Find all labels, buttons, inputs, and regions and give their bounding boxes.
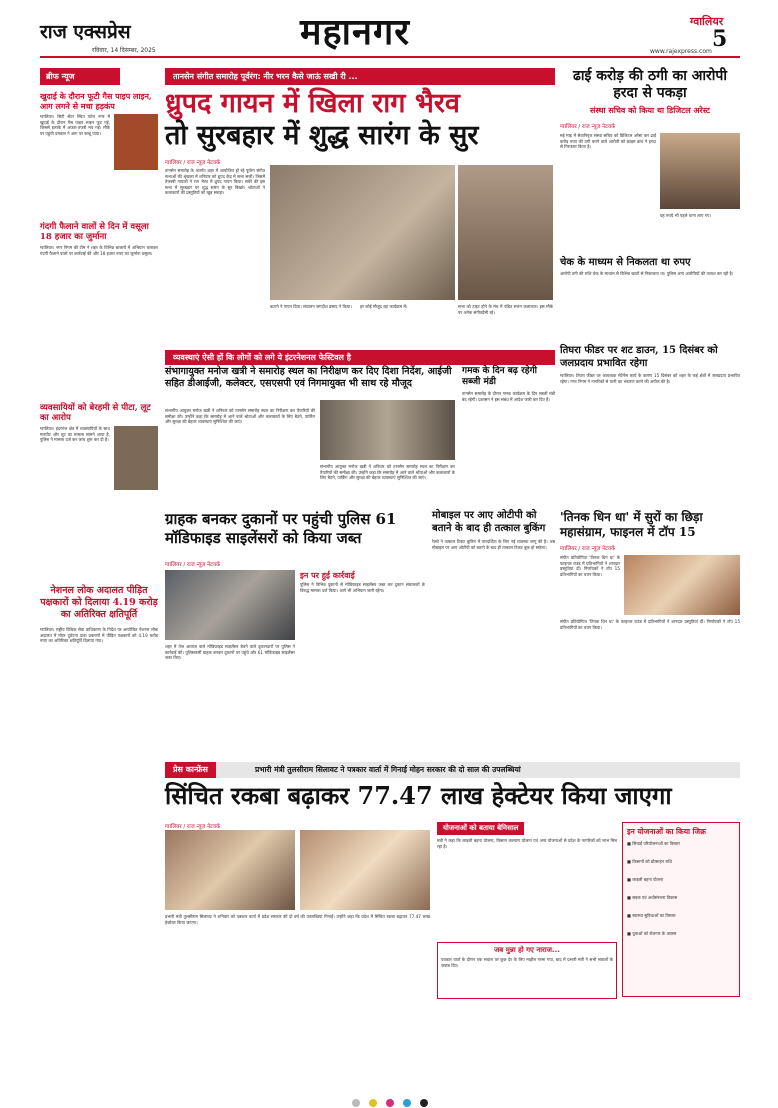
gas-fire-photo (114, 114, 158, 170)
music-body: संगीत प्रतियोगिता 'तिनक धिन धा' के फाइनल राउंड में प्रतिभागियों ने शानदार प्रस्तुतियां दीं। निर्णायकों ने टॉप 15 प्रतिभागियों का चयन किया। (560, 555, 620, 577)
lead-headline-1 (165, 88, 555, 120)
press-kicker: प्रभारी मंत्री तुलसीराम सिलावट ने पत्रकार वार्ता में गिनाई मोहन सरकार की दो साल की उपलब्धियां (255, 765, 521, 774)
lead-caption-3: सभा को टाइट होने के मंच में पंडित सारंग कलाकार। इस मौके पर अनेक संगीतप्रेमी रहे। (458, 304, 553, 315)
press-strip (165, 762, 740, 778)
festival-body: संभागीय आयुक्त मनोज खत्री ने शनिवार को तानसेन समारोह स्थल का निरीक्षण कर तैयारियों की समीक्षा की। उन्होंने कहा कि समारोह में आने वाले श्रोताओं और कलाकारों के लिए बैठने, पार्किंग और सुरक्षा की बेहतर व्यवस्थाएं सुनिश्चित की जाएं। (165, 408, 315, 425)
crop-marks-bottom (230, 1092, 550, 1102)
lead-headline-text-1: ध्रुपद गायन में खिला राग भैरव (165, 88, 460, 119)
registration-mark-icon (403, 1099, 411, 1107)
press-photo-2 (300, 830, 430, 910)
section-title: महानगर (300, 11, 410, 53)
brief-title-3: व्यवसायियों को बेरहमी से पीटा, लूट का आरोप (40, 403, 151, 423)
schemes-item-text: लाड़ली बहना योजना (632, 877, 664, 882)
mobile-story (432, 510, 555, 729)
brief-title-1: खुदाई के दौरान फूटी गैस पाइप लाइन, आग लगने से मचा हड़कंप (40, 91, 152, 111)
issue-date: रविवार, 14 दिसम्बर, 2025 (92, 47, 156, 54)
thagi-subhead: संस्था सचिव को किया था डिजिटल अरेस्ट (590, 106, 710, 115)
police-photo (165, 570, 295, 640)
press-footer-box (437, 942, 617, 999)
lead-headline-2: तो सुरबहार में शुद्ध सारंग के सुर (165, 120, 479, 151)
mobile-headline: मोबाइल पर आए ओटीपी को बताने के बाद ही तत्काल बुकिंग (432, 510, 546, 534)
lead-caption-1: कटाने ने गायन दिया। संचालन जगदीश प्रसाद ने किया। (270, 304, 352, 309)
schemes-item: ■ किसानों को प्रोत्साहन राशि (627, 859, 673, 864)
schemes-item-text: सड़क एवं अधोसंरचना विकास (632, 895, 678, 900)
press-headline: सिंचित रकबा बढ़ाकर 77.47 लाख हेक्टेयर किया जाएगा (165, 781, 672, 810)
thagi-sub-body: आरोपी ठगी की राशि चेक के माध्यम से विभिन्न खातों से निकालता था। पुलिस अन्य आरोपियों की तलाश कर रही है। (560, 271, 734, 276)
schemes-body: मंत्री ने कहा कि लाड़ली बहना योजना, किसान कल्याण योजना एवं अन्य योजनाओं से प्रदेश के नागरिकों को लाभ मिल रहा है। (437, 838, 617, 849)
brief-label: ब्रीफ न्यूज (40, 68, 120, 85)
schemes-item-text: किसानों को प्रोत्साहन राशि (632, 859, 673, 864)
schemes-item: ■ सड़क एवं अधोसंरचना विकास (627, 895, 678, 900)
schemes-item-text: युवाओं को रोजगार के अवसर (632, 931, 677, 936)
music-body-2: संगीत प्रतियोगिता 'तिनक धिन धा' के फाइनल राउंड में प्रतिभागियों ने शानदार प्रस्तुतियां दीं। निर्णायकों ने टॉप 15 प्रतिभागियों का चयन किया। (560, 619, 740, 630)
registration-mark-icon (369, 1099, 377, 1107)
tighra-headline: तिघरा फीडर पर शट डाउन, 15 दिसंबर को जलप्रदाय प्रभावित रहेगा (560, 345, 718, 369)
schemes-item: ■ स्वास्थ्य सुविधाओं का विस्तार (627, 913, 676, 918)
thagi-byline: ग्वालियर / राज न्यूज़ नेटवर्क (560, 124, 616, 130)
press-photo (165, 830, 295, 910)
brief-body-2: ग्वालियर। नगर निगम की टीम ने शहर के विभिन्न बाजारों में अभियान चलाकर गंदगी फैलाने वालों पर कार्रवाई की और 18 हजार रुपए का जुर्माना वसूला। (40, 245, 158, 256)
festival-headline: संभागायुक्त मनोज खत्री ने समारोह स्थल का निरीक्षण कर दिए दिशा निर्देश, आईजी सहित डीआईजी, कलेक्टर, एसएसपी एवं निगमायुक्त भी साथ रहे मौजूद (165, 366, 452, 389)
police-body: शहर में तेज आवाज वाले मॉडिफाइड साइलेंसर बेचने वाले दुकानदारों पर पुलिस ने कार्रवाई की। पुलिसकर्मी ग्राहक बनकर दुकानों पर पहुंचे और 61 मॉडिफाइड साइलेंसर जब्त किए। (165, 644, 295, 661)
press-label: प्रेस कान्फ्रेंस (165, 762, 216, 778)
schemes-item: ■ युवाओं को रोजगार के अवसर (627, 931, 677, 936)
schemes-item-text: सिंचाई परियोजनाओं का विस्तार (632, 841, 681, 846)
lead-photo-side (458, 165, 553, 300)
sabji-body: तानसेन समारोह के दौरान गमक कार्यक्रम के दिन सब्जी मंडी बंद रहेगी। प्रशासन ने इस संबंध में आदेश जारी कर दिए हैं। (462, 391, 555, 402)
sabji-headline: गमक के दिन बढ़ रहेगी सब्जी मंडी (462, 366, 537, 387)
festival-photo (320, 400, 455, 460)
schemes-label: योजनाओं को बताया बेमिसाल (437, 822, 524, 835)
brief-body-3: ग्वालियर। इंदरगंज क्षेत्र में व्यवसायियों के साथ मारपीट और लूट का मामला सामने आया है, पुलिस ने मामला दर्ज कर जांच शुरू कर दी है। (40, 426, 110, 443)
paper-name: राज एक्सप्रेस (40, 21, 131, 43)
mobile-body: रेलवे ने तत्काल टिकट बुकिंग में पारदर्शिता के लिए नई व्यवस्था लागू की है। अब मोबाइल पर आए ओटीपी को बताने के बाद ही तत्काल टिकट बुक हो सकेगा। (432, 539, 555, 550)
thagi-story (560, 68, 740, 338)
schemes-box-title: इन योजनाओं का किया जिक्र (627, 827, 706, 836)
music-byline: ग्वालियर / राज न्यूज़ नेटवर्क (560, 546, 616, 552)
accused-photo (660, 133, 740, 209)
festival-body-2: संभागीय आयुक्त मनोज खत्री ने शनिवार को तानसेन समारोह स्थल का निरीक्षण कर तैयारियों की समीक्षा की। उन्होंने कहा कि समारोह में आने वाले श्रोताओं और कलाकारों के लिए बैठने, पार्किंग और सुरक्षा की बेहतर व्यवस्थाएं सुनिश्चित की जाएं। (320, 464, 455, 481)
tighra-body: ग्वालियर। तिघरा फीडर पर आवश्यक मेंटेनेंस कार्य के कारण 15 दिसंबर को शहर के कई क्षेत्रों में जलप्रदाय प्रभावित रहेगा। नगर निगम ने नागरिकों से पानी का भंडारण करने की अपील की है। (560, 373, 740, 384)
lead-kicker: तानसेन संगीत समारोह पूर्वरंग: नीर भरन कैसे जाऊं सखी री ... (165, 68, 555, 85)
police-headline: ग्राहक बनकर दुकानों पर पहुंची पुलिस 61 मॉडिफाइड साइलेंसरों को किया जब्त (165, 510, 397, 547)
lead-photo-main (270, 165, 455, 300)
lead-caption-2: हर कोई मौजूद रहा कार्यक्रम में। (360, 304, 408, 309)
page-number: 5 (712, 26, 728, 52)
police-byline: ग्वालियर / राज न्यूज़ नेटवर्क (165, 562, 221, 568)
sabji-story (462, 366, 555, 491)
masthead-rule (40, 56, 740, 58)
press-body: प्रभारी मंत्री तुलसीराम सिलावट ने शनिवार को पत्रकार वार्ता में प्रदेश सरकार की दो वर्ष की उपलब्धियां गिनाईं। उन्होंने कहा कि प्रदेश में सिंचित रकबा बढ़ाकर 77.47 लाख हेक्टेयर किया जाएगा। (165, 914, 430, 925)
registration-mark-icon (386, 1099, 394, 1107)
brief-news-column (40, 68, 158, 578)
press-footer-title: जब मुन्ना हो गए नाराज... (494, 946, 560, 954)
schemes-item-text: स्वास्थ्य सुविधाओं का विस्तार (632, 913, 676, 918)
schemes-item: ■ सिंचाई परियोजनाओं का विस्तार (627, 841, 681, 846)
schemes-box (622, 822, 740, 997)
lead-byline: ग्वालियर / राज न्यूज़ नेटवर्क (165, 160, 221, 166)
music-headline: 'तिनक धिन धा' में सुरों का छिड़ा महासंग्राम, फाइनल में टॉप 15 (560, 510, 703, 539)
thagi-subhead-2: चेक के माध्यम से निकलता था रुपए (560, 257, 691, 268)
lok-adalat-body: ग्वालियर। राष्ट्रीय विधिक सेवा प्राधिकरण के निर्देश पर आयोजित नेशनल लोक अदालत में मोटर दुर्घटना दावा प्रकरणों में पीड़ित पक्षकारों को 4.19 करोड़ रुपए का अतिरिक्त क्षतिपूर्ति दिलाया गया। (40, 627, 158, 644)
schemes-item: ■ लाड़ली बहना योजना (627, 877, 664, 882)
police-sub-body: पुलिस ने विभिन्न दुकानों से मॉडिफाइड साइलेंसर जब्त कर दुकान संचालकों के विरुद्ध मामला दर्ज किया। आगे भी अभियान जारी रहेगा। (300, 582, 425, 593)
press-byline: ग्वालियर / राज न्यूज़ नेटवर्क (165, 824, 221, 830)
thagi-headline: ढाई करोड़ की ठगी का आरोपी हरदा से पकड़ा (573, 68, 727, 101)
registration-mark-icon (352, 1099, 360, 1107)
thagi-caption: यह रुपये भी पहले थाना लाए गए। (660, 213, 712, 218)
music-photo (624, 555, 740, 615)
police-subhead: इन पर हुई कार्रवाई (300, 571, 355, 580)
lok-adalat-headline: नेशनल लोक अदालत पीड़ित पक्षकारों को दिलाया 4.19 करोड़ का अतिरिक्त क्षतिपूर्ति (40, 585, 158, 620)
city-name: ग्वालियर (690, 15, 724, 28)
music-story (560, 510, 740, 729)
brief-body-1: ग्वालियर। सिटी सेंटर स्थित पटेल नगर में खुदाई के दौरान गैस पाइप लाइन फूट गई, जिससे इलाके में अफरा-तफरी मच गई। मौके पर पहुंची दमकल ने आग पर काबू पाया। (40, 114, 110, 136)
brief-title-2: गंदगी फैलाने वालों से दिन में वसूला 18 हजार का जुर्माना (40, 222, 149, 242)
masthead (0, 0, 778, 60)
registration-mark-icon (420, 1099, 428, 1107)
festival-strap: व्यवस्थाएं ऐसी हों कि लोगों को लगे ये इंटरनेशनल फेस्टिवल है (165, 350, 555, 365)
lok-adalat-story (40, 585, 158, 995)
victim-photo (114, 426, 158, 490)
thagi-body: मई माह में सेवानिवृत्त संस्था सचिव को डिजिटल अरेस्ट कर ढाई करोड़ रुपए की ठगी करने वाले आरोपी को क्राइम ब्रांच ने हरदा से गिरफ्तार किया है। (560, 133, 656, 150)
tighra-story (560, 345, 740, 483)
lead-body: तानसेन समारोह के अंतर्गत शहर में आयोजित हो रहे पूर्वरंग संगीत सभाओं की श्रृंखला में शनिवार को ध्रुपद केंद्र में सभा सजी। जिसमें तेजस्वी गायकों ने राग भैरव में ध्रुपद गायन किया। सवेरे की इस सभा में सुरबहार पर शुद्ध सारंग के सुर बिखरे। श्रोताओं ने कलाकारों की प्रस्तुतियों को खूब सराहा। (165, 168, 265, 196)
lead-story (165, 88, 555, 152)
press-footer-body: पत्रकार वार्ता के दौरान एक सवाल पर कुछ देर के लिए माहौल गरमा गया, बाद में प्रभारी मंत्री ने सभी सवालों के जवाब दिए। (441, 957, 613, 968)
website: www.rajexpress.com (650, 48, 712, 55)
